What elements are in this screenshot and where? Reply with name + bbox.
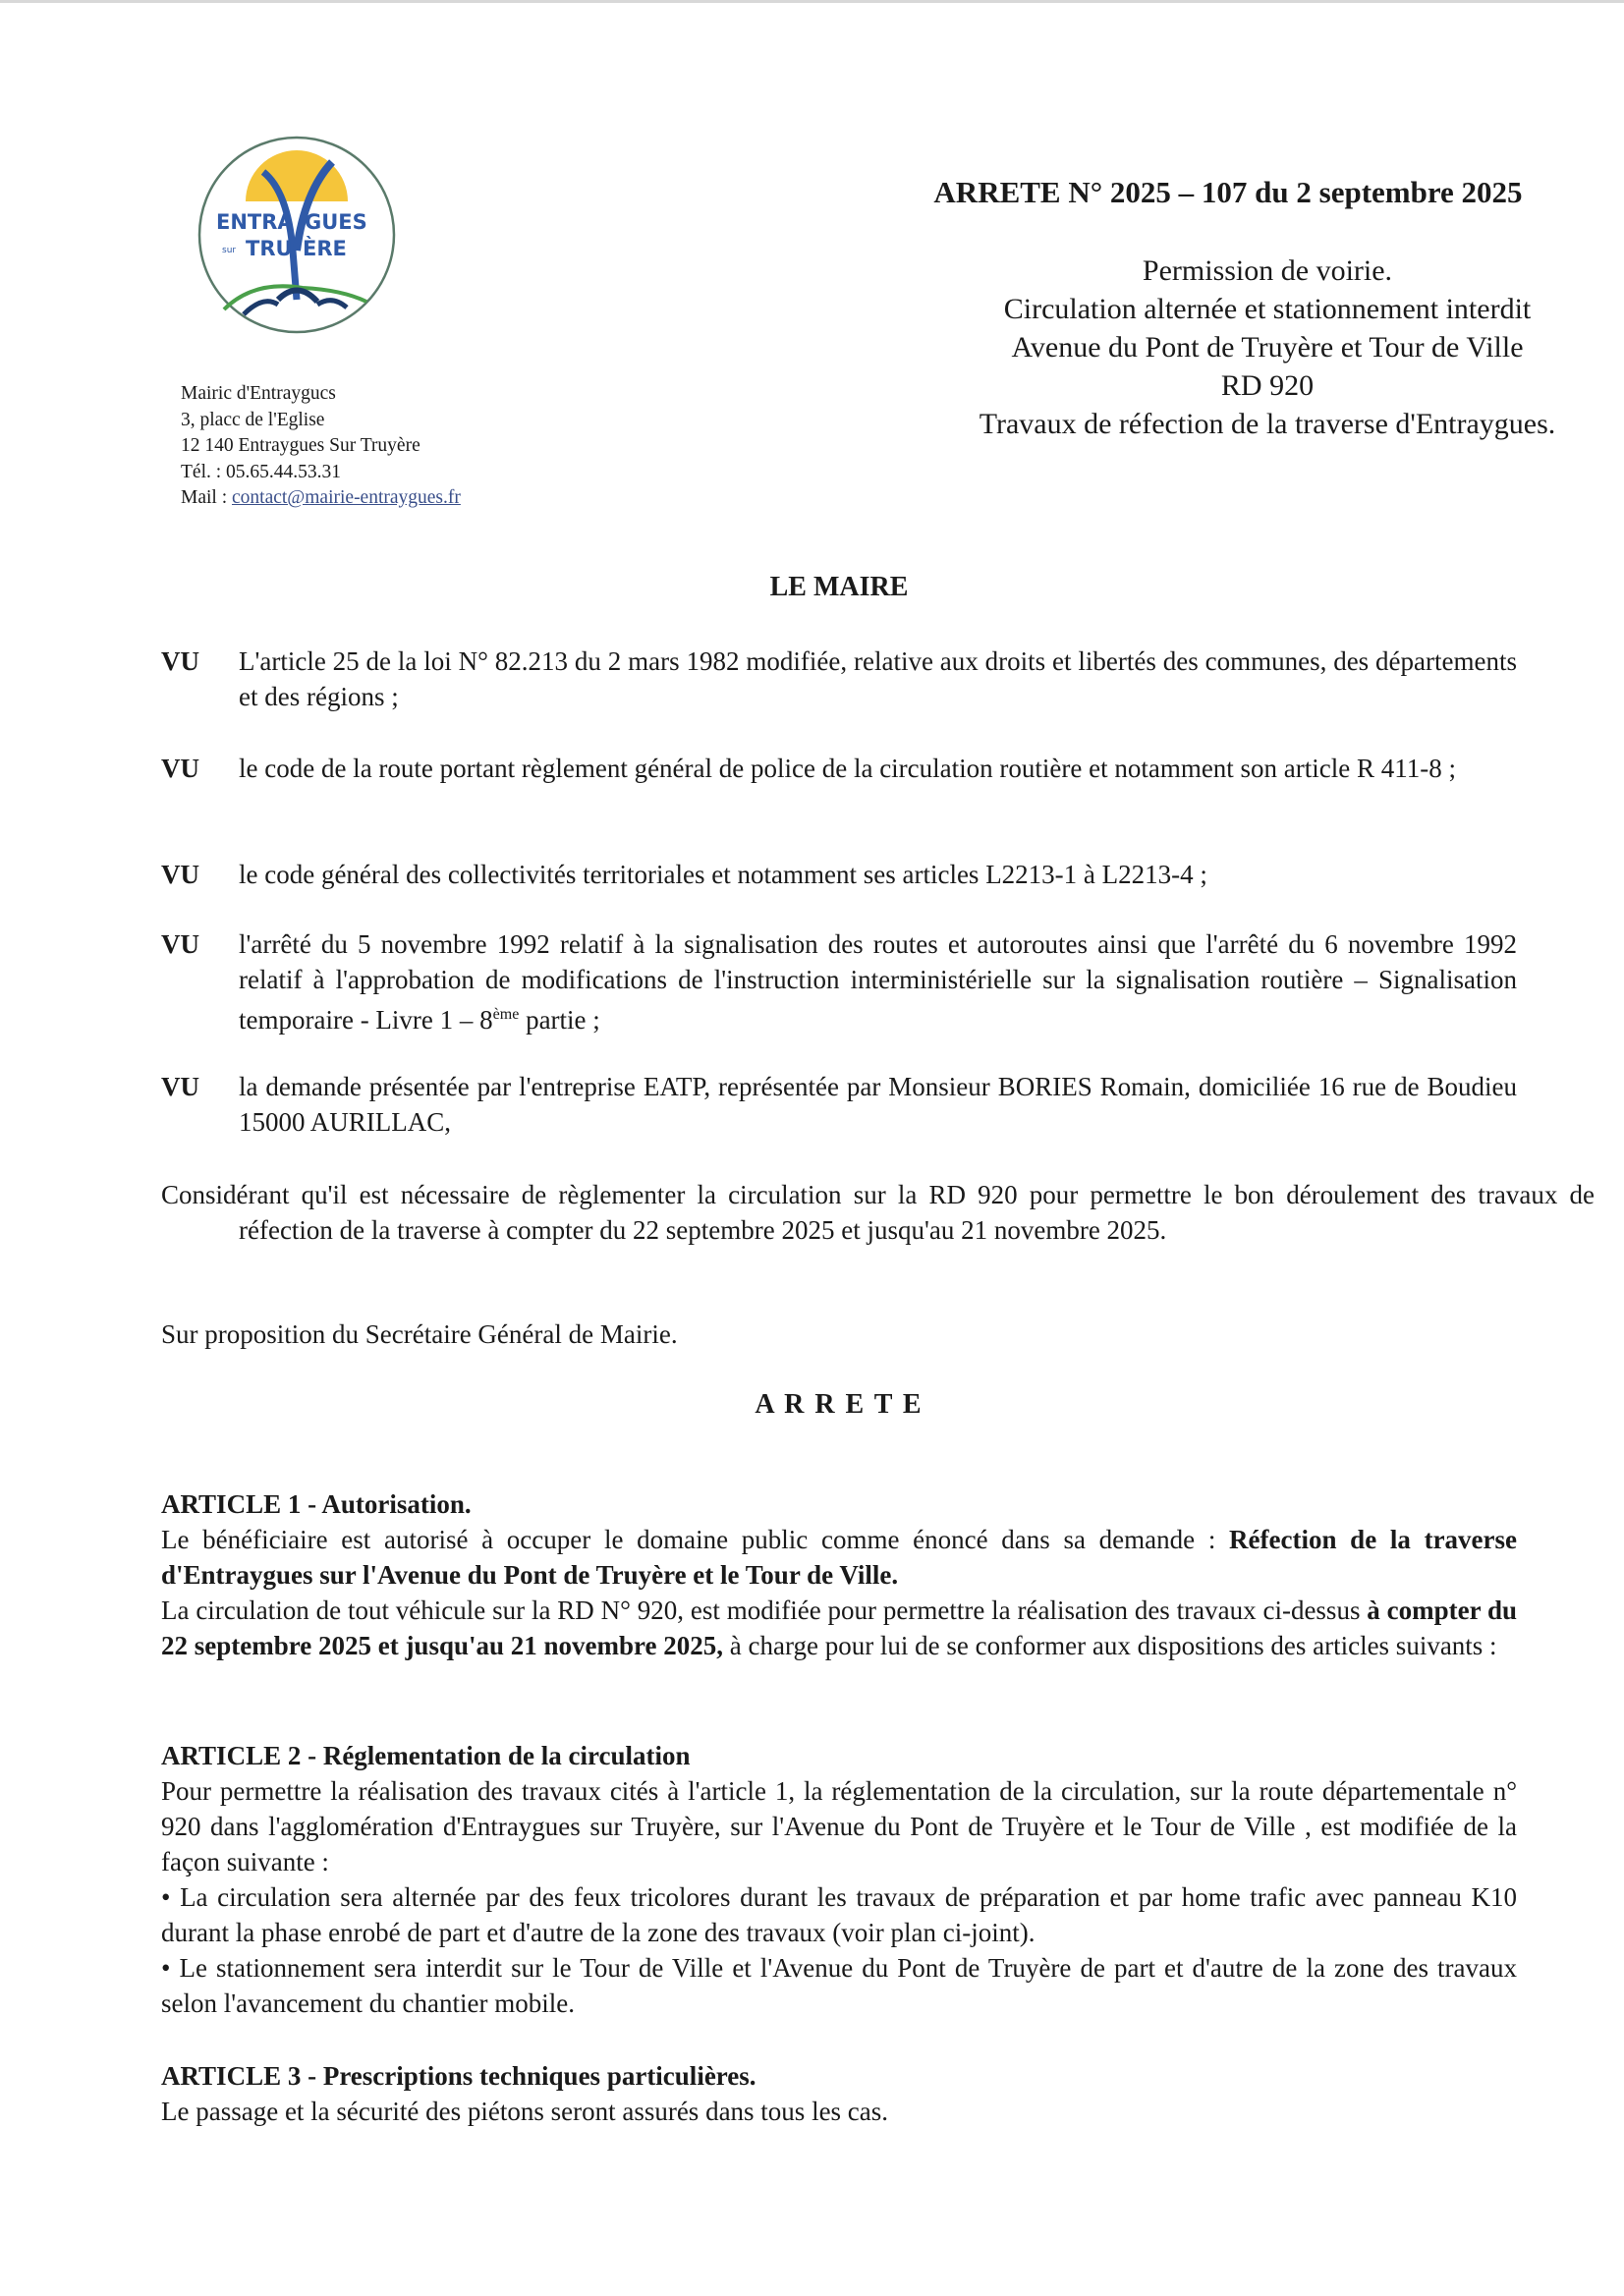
proposition: Sur proposition du Secrétaire Général de Mairie. [161,1319,678,1349]
mail-link[interactable]: contact@mairie-entraygues.fr [232,487,461,508]
address-street: 3, placc de l'Eglise [181,409,325,430]
vu-label: VU [161,860,199,889]
article-text: à charge pour lui de se conformer aux dispositions des articles suivants : [723,1631,1497,1660]
document-title: ARRETE N° 2025 – 107 du 2 septembre 2025 [933,175,1523,209]
svg-text:ÈRE: ÈRE [303,237,347,260]
town-logo [195,133,399,337]
page-edge [0,0,1624,3]
address-name: Mairic d'Entraygucs [181,383,336,404]
article-1 [161,1486,1517,1663]
vu-label: VU [161,646,199,676]
subtitle-line: RD 920 [1220,369,1315,402]
article-title: ARTICLE 1 - Autorisation. [161,1489,472,1519]
svg-text:TRU: TRU [246,237,293,260]
vu-label: VU [161,754,199,783]
article-text: Le bénéficiaire est autorisé à occuper le domaine public comme énoncé dans sa demande : [161,1525,1230,1554]
article-text-bold: Réfection de la traverse d'Entraygues sur l'Avenue du Pont de Truyère et le Tour de Ville. [161,1525,1518,1590]
bullet-item: • Le stationnement sera interdit sur le Tour de Ville et l'Avenue du Pont de Truyère de part et d'autre de la zone des travaux selon l'avancement du chantier mobile. [161,1953,1518,2018]
vu-text-part: partie ; [519,1005,600,1035]
subtitle-line: Permission de voirie. [1142,254,1393,287]
bullet-text: Le stationnement sera interdit sur le Tour de Ville et l'Avenue du Pont de Truyère de part et d'autre de la zone des travaux selon l'avancement du chantier mobile. [161,1953,1518,2018]
vu-item [161,926,1517,1037]
svg-text:sur: sur [222,246,237,255]
svg-text:GUES: GUES [305,210,367,234]
vu-text: L'article 25 de la loi N° 82.213 du 2 mars 1982 modifiée, relative aux droits et libertés des communes, des départements et des régions ; [239,646,1517,711]
article-text: Pour permettre la réalisation des travaux cités à l'article 1, la réglementation de la circulation, sur la route départementale n° 920 dans l'agglomération d'Entraygues sur Truyère, sur l'Avenue du Pont de Truyère et le Tour de Ville , est modifiée de la façon suivante : [161,1776,1517,1876]
superscript: ème [492,1006,520,1023]
document-subtitle [865,252,1624,443]
vu-text [239,926,1517,1037]
article-title: ARTICLE 2 - Réglementation de la circulation [161,1741,691,1770]
vu-text-part: l'arrêté du 5 novembre 1992 relatif à la signalisation des routes et autoroutes ainsi que l'arrêté du 6 novembre 1992 relatif à l'approbation de modifications de l'instruction interministérielle sur la signalisation routière – Signalisation temporaire - Livre 1 – 8 [239,929,1517,1035]
considerant: Considérant qu'il est nécessaire de règlementer la circulation sur la RD 920 pour permettre le bon déroulement des travaux de réfection de la traverse à compter du 22 septembre 2025 et jusqu'au 21 novembre 2025. [161,1180,1595,1245]
subtitle-line: Travaux de réfection de la traverse d'Entraygues. [979,408,1556,440]
bullet-item: • La circulation sera alternée par des feux tricolores durant les travaux de préparation et par home trafic avec panneau K10 durant la phase enrobé de part et d'autre de la zone des travaux (voir plan ci-joint). [161,1882,1517,1947]
address-city: 12 140 Entraygues Sur Truyère [181,435,420,456]
vu-item [161,1069,1517,1140]
article-title: ARTICLE 3 - Prescriptions techniques particulières. [161,2061,756,2091]
article-3 [161,2058,1517,2129]
mairie-address [181,381,461,512]
vu-label: VU [161,929,199,959]
le-maire-heading: LE MAIRE [769,572,909,602]
svg-text:ENTRA: ENTRA [216,210,294,234]
vu-text: le code général des collectivités territoriales et notamment ses articles L2213-1 à L2213-4 ; [239,860,1207,889]
subtitle-line: Circulation alternée et stationnement interdit [1003,293,1532,325]
vu-item [161,857,1517,892]
subtitle-line: Avenue du Pont de Truyère et Tour de Ville [1011,331,1524,364]
article-text-bold: à compter du 22 septembre 2025 et jusqu'au 21 novembre 2025, [161,1596,1517,1660]
vu-label: VU [161,1072,199,1101]
arrete-heading: A R R E T E [755,1389,924,1420]
vu-item [161,751,1517,786]
vu-text: la demande présentée par l'entreprise EATP, représentée par Monsieur BORIES Romain, domiciliée 16 rue de Boudieu 15000 AURILLAC, [239,1072,1517,1137]
article-2 [161,1738,1517,2021]
bullet-text: La circulation sera alternée par des feux tricolores durant les travaux de préparation et par home trafic avec panneau K10 durant la phase enrobé de part et d'autre de la zone des travaux (voir plan ci-joint). [161,1882,1517,1947]
vu-text: le code de la route portant règlement général de police de la circulation routière et notamment son article R 411-8 ; [239,754,1457,783]
vu-item [161,644,1517,714]
mail-label: Mail : [181,487,232,508]
article-text: Le passage et la sécurité des piétons seront assurés dans tous les cas. [161,2097,889,2126]
article-text: La circulation de tout véhicule sur la RD N° 920, est modifiée pour permettre la réalisation des travaux ci-dessus [161,1596,1368,1625]
address-phone: Tél. : 05.65.44.53.31 [181,461,342,482]
